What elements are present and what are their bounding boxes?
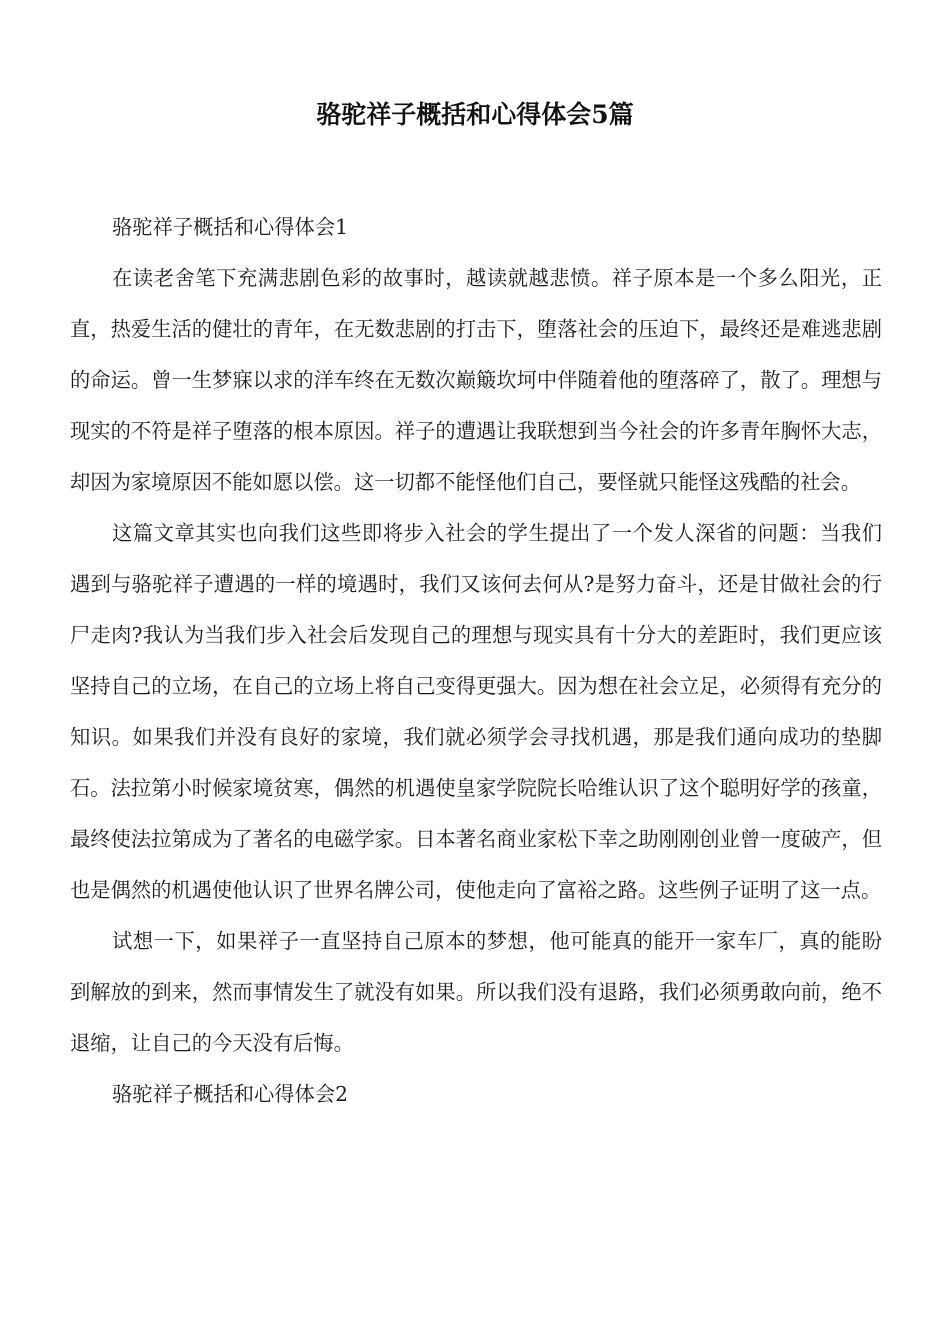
paragraph-1: 在读老舍笔下充满悲剧色彩的故事时，越读就越悲愤。祥子原本是一个多么阳光，正直，热爱生活的健壮的青年，在无数悲剧的打击下，堕落社会的压迫下，最终还是难逃悲剧的命运。曾一生梦寐以求的洋车终在无数次巅簸坎坷中伴随着他的堕落碎了，散了。理想与现实的不符是祥子堕落的根本原因。祥子的遭遇让我联想到当今社会的许多青年胸怀大志，却因为家境原因不能如愿以偿。这一切都不能怪他们自己，要怪就只能怪这残酷的社会。 — [70, 266, 882, 494]
section-heading-1: 骆驼祥子概括和心得体会1 — [112, 215, 348, 239]
paragraph-2: 这篇文章其实也向我们这些即将步入社会的学生提出了一个发人深省的问题：当我们遇到与骆驼祥子遭遇的一样的境遇时，我们又该何去何从?是努力奋斗，还是甘做社会的行尸走肉?我认为当我们步入社会后发现自己的理想与现实具有十分大的差距时，我们更应该坚持自己的立场，在自己的立场上将自己变得更强大。因为想在社会立足，必须得有充分的知识。如果我们并没有良好的家境，我们就必须学会寻找机遇，那是我们通向成功的垫脚石。法拉第小时候家境贫寒，偶然的机遇使皇家学院院长哈维认识了这个聪明好学的孩童，最终使法拉第成为了著名的电磁学家。日本著名商业家松下幸之助刚刚创业曾一度破产，但也是偶然的机遇使他认识了世界名牌公司，使他走向了富裕之路。这些例子证明了这一点。 — [70, 521, 882, 902]
document-title: 骆驼祥子概括和心得体会5篇 — [316, 100, 634, 129]
document-body — [70, 202, 882, 1120]
section-heading-2: 骆驼祥子概括和心得体会2 — [112, 1082, 348, 1106]
paragraph-3: 试想一下，如果祥子一直坚持自己原本的梦想，他可能真的能开一家车厂，真的能盼到解放的到来，然而事情发生了就没有如果。所以我们没有退路，我们必须勇敢向前，绝不退缩，让自己的今天没有后悔。 — [70, 929, 882, 1055]
